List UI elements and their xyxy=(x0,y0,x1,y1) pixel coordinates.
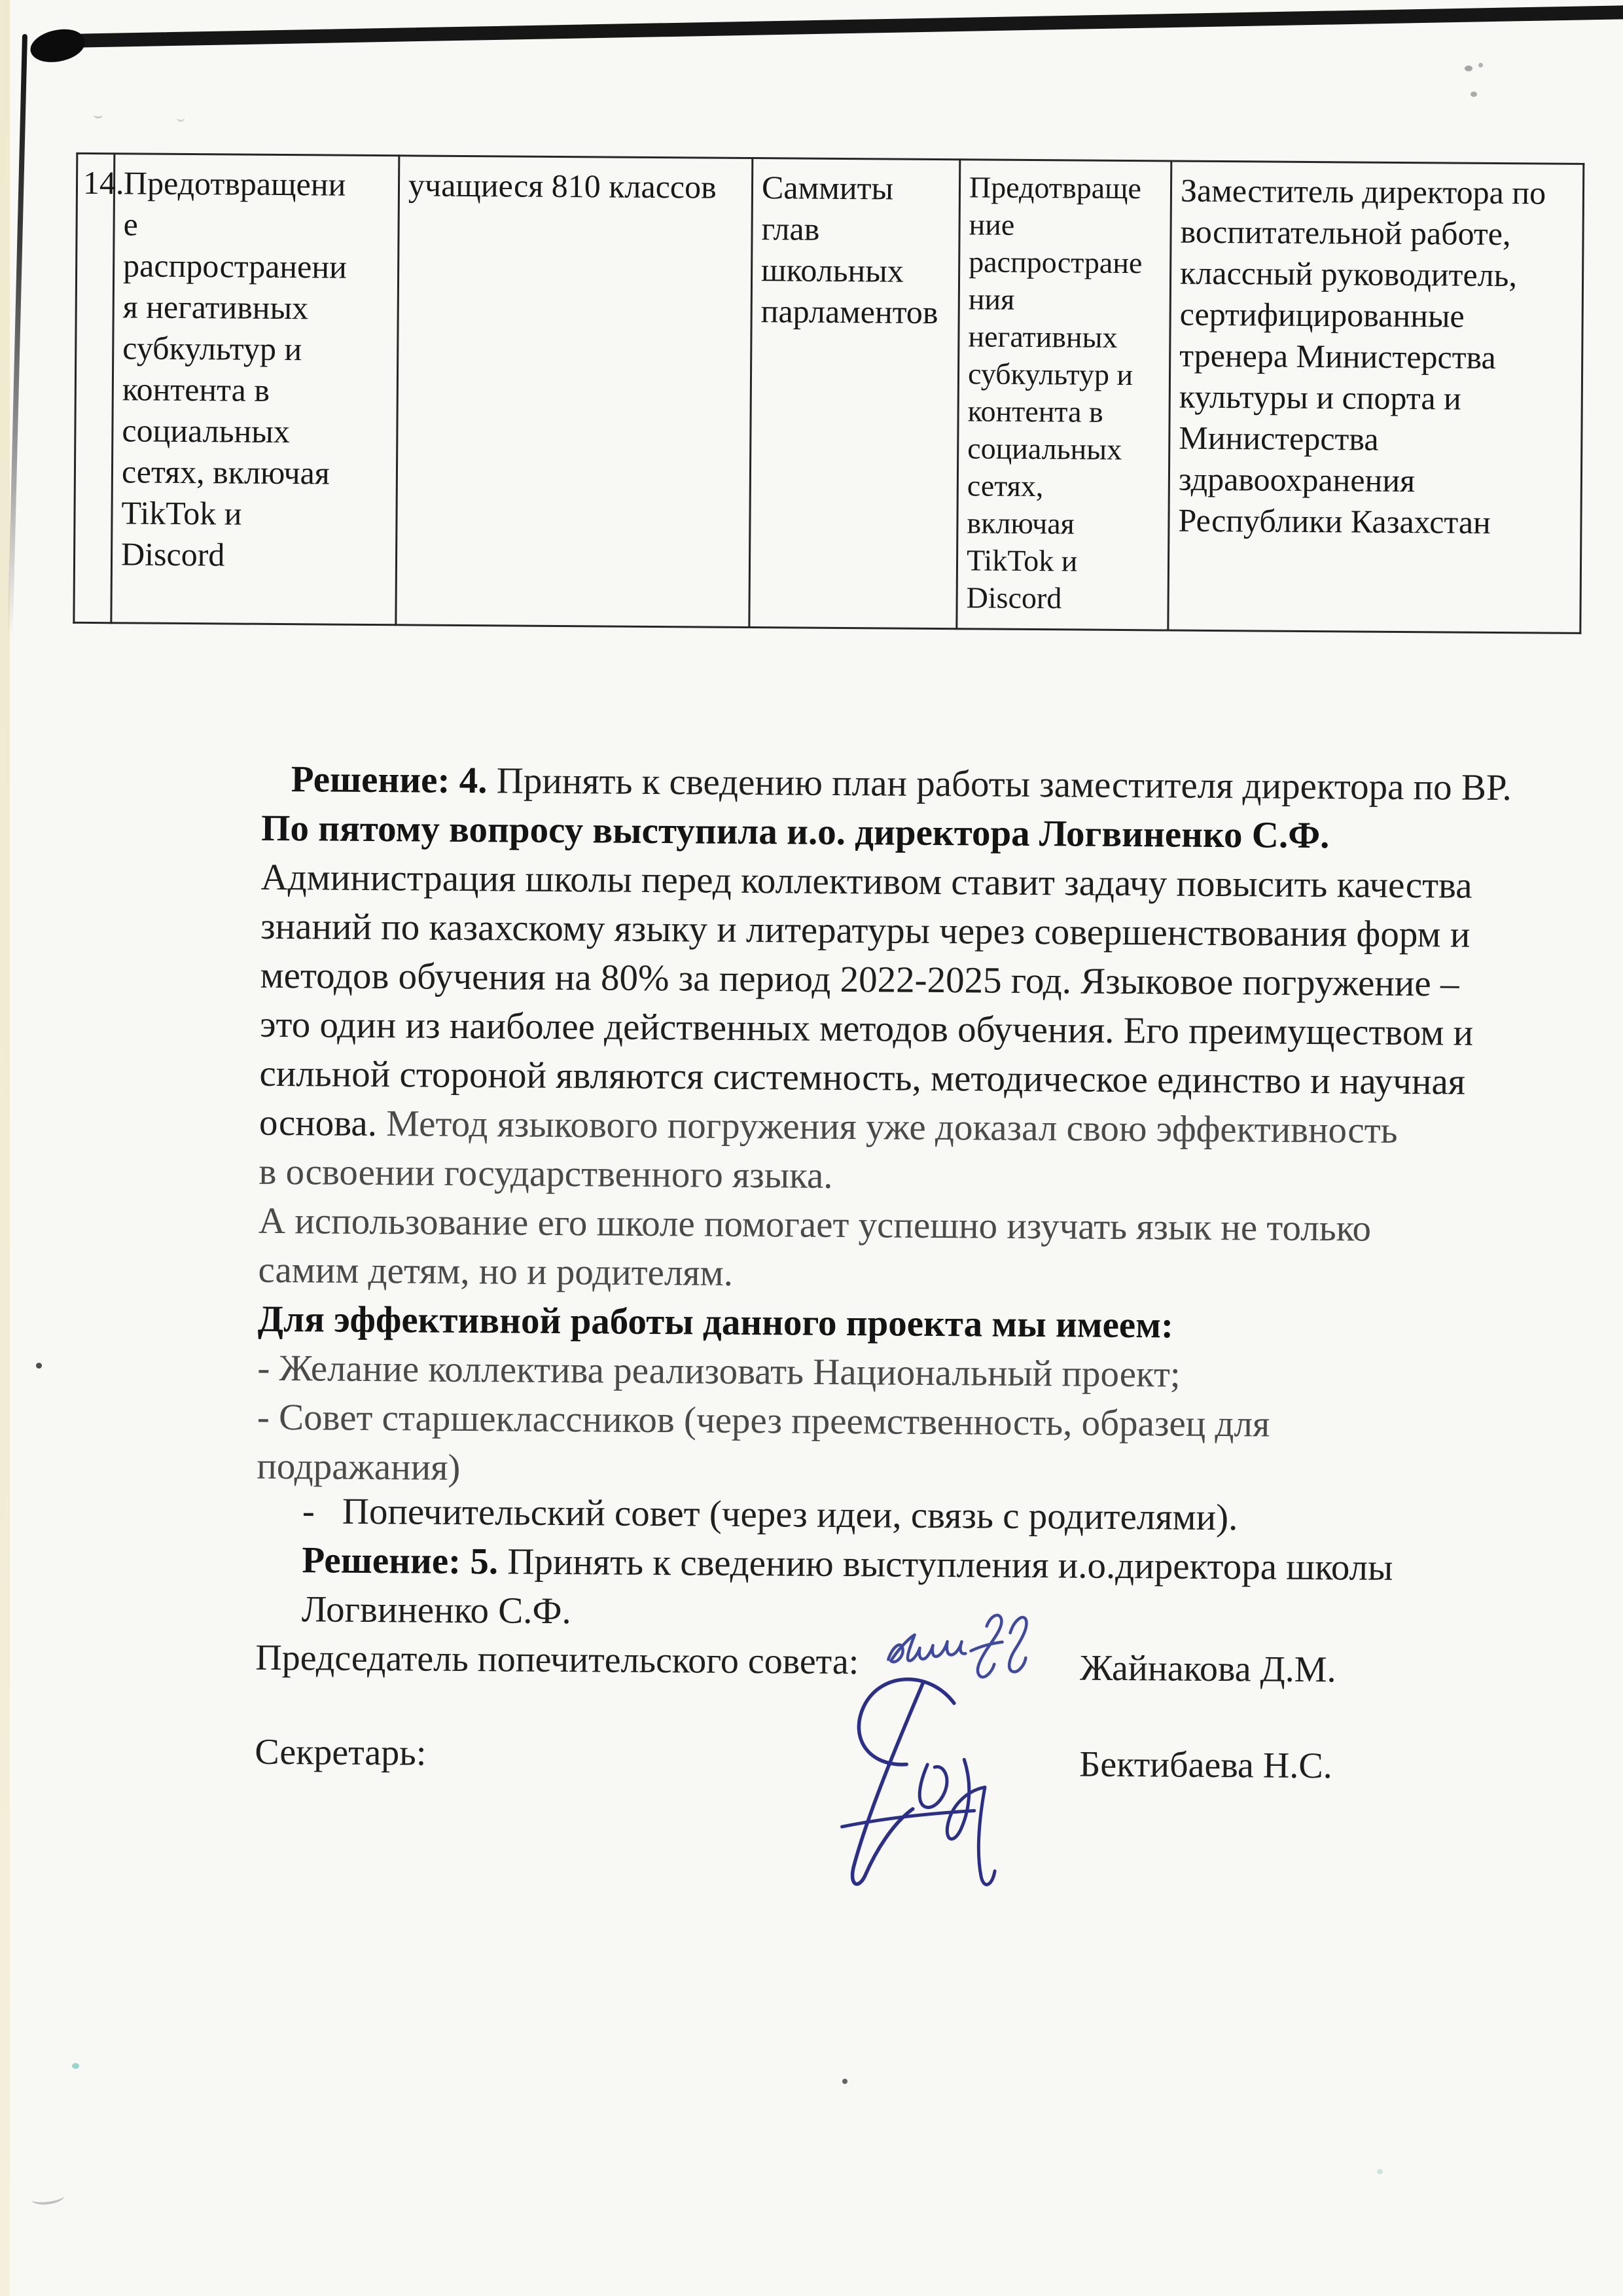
decision-4-line xyxy=(261,755,1596,813)
bullet-1: - Желание коллектива реализовать Национальный проект; xyxy=(257,1347,1181,1395)
admin-paragraph xyxy=(259,853,1596,1206)
decision-5-label: Решение: 5. xyxy=(302,1539,499,1583)
bullet-3-row xyxy=(302,1486,1546,1544)
table-cell-responsible: Заместитель директора по воспитательной работе, классный руководитель, сертифицированные тренера Министерства культуры и спорта и Министерства здравоохранения Республики Казахстан xyxy=(1168,161,1584,633)
usage-paragraph: А использование его школе помогает успешно изучать язык не только самим детям, но и родителям. xyxy=(258,1200,1372,1294)
decision-5-text: Принять к сведению выступления и.о.директора школы Логвиненко С.Ф. xyxy=(301,1541,1393,1632)
project-heading: Для эффективной работы данного проекта мы имеем: xyxy=(257,1298,1174,1346)
fifth-question-heading: По пятому вопросу выступила и.о. директора Логвиненко С.Ф. xyxy=(260,807,1330,857)
secretary-signature-label: Секретарь: xyxy=(255,1731,427,1774)
table-cell-format: Саммиты глав школьных парламентов xyxy=(749,158,960,629)
minutes-text xyxy=(257,755,1597,1500)
chair-name: Жайнакова Д.М. xyxy=(1080,1647,1336,1691)
table-row-14 xyxy=(74,153,1584,633)
secretary-signature-ink xyxy=(817,1660,1035,1899)
admin-paragraph-text: Администрация школы перед коллективом ставит задачу повысить качества знаний по казахскому языку и литературы через совершенствования форм и методов обучения на 80% за период 2022-2025 год. Языковое погружение – это один из наиболее действенных методов обучения. Его преимуществом и сильной стороной являются системность, методическое единство и научная основа. xyxy=(259,856,1474,1145)
decision-4-text: Принять к сведению план работы заместителя директора по ВР. xyxy=(487,760,1512,809)
secretary-name: Бектибаева Н.С. xyxy=(1079,1744,1332,1787)
table-cell-expected-result: Предотвраще ние распростране ния негативных субкультур и контента в социальных сетях, включая TikTok и Discord xyxy=(957,160,1171,630)
bullet-2: - Совет старшеклассников (через преемственность, образец для подражания) xyxy=(257,1396,1270,1488)
table-cell-participants: учащиеся 810 классов xyxy=(396,156,753,628)
work-plan-table xyxy=(73,152,1584,634)
table-cell-row-number: 14. xyxy=(74,153,115,622)
decision-4-label: Решение: 4. xyxy=(291,759,488,802)
bullet-3-text: Попечительский совет (через идеи, связь с родителями). xyxy=(342,1490,1238,1539)
chair-signature-label: Председатель попечительского совета: xyxy=(255,1637,859,1683)
method-paragraph-text: Метод языкового погружения уже доказал свою эффективность в освоении государственного языка. xyxy=(259,1103,1398,1196)
bullet-dash: - xyxy=(302,1490,315,1532)
table-cell-activity: Предотвращени е распространени я негативных субкультур и контента в социальных сетях, включая TikTok и Discord xyxy=(111,154,399,625)
